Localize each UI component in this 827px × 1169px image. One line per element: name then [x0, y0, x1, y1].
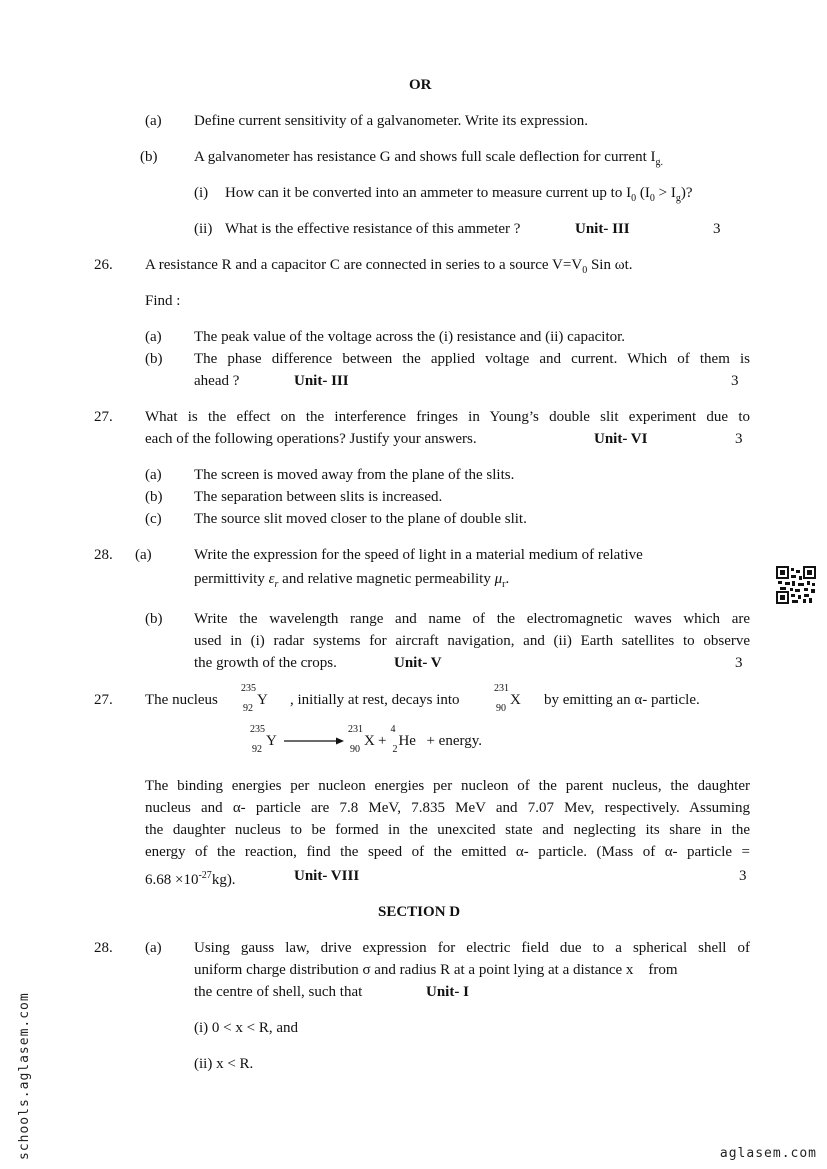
q27b-para-line2: nucleus and α- particle are 7.8 MeV, 7.835 MeV and 7.07 Mev, respectively. Assuming: [145, 800, 750, 816]
decay-equation: [250, 724, 482, 758]
q28-a-line2: permittivity $\varepsilon_r$ and relative magnetic permeability $\mu_r$.: [194, 571, 510, 590]
q27b-para-line4: energy of the reaction, find the speed of the emitted α- particle. (Mass of α- particle =: [145, 844, 750, 860]
q28-a-line1: Write the expression for the speed of light in a material medium of relative: [194, 547, 643, 563]
q25-unit: Unit- III: [575, 221, 630, 237]
q28b-unit: Unit- I: [426, 984, 469, 1000]
q28b-number: 28.: [94, 940, 113, 956]
q27-number: 27.: [94, 409, 113, 425]
q26-marks: 3: [731, 373, 739, 389]
q28-b-line1: Write the wavelength range and name of the electromagnetic waves which are: [194, 611, 750, 627]
q27b-para-line5: $6.68 \times 10^{-27}kg$).: [145, 870, 236, 888]
q25-i-label: (i): [194, 185, 209, 201]
eq-nuclide-y: 235 92 Y: [250, 724, 277, 755]
q28-b-line2: used in (i) radar systems for aircraft navigation, and (ii) Earth satellites to observe: [194, 633, 750, 649]
reaction-arrow-icon: [284, 736, 344, 746]
q28b-i: (i) 0 < x < R, and: [194, 1020, 298, 1036]
q28b-ii: (ii) x < R.: [194, 1056, 254, 1072]
q26-a-label: (a): [145, 329, 162, 345]
q27-c-text: The source slit moved closer to the plane of double slit.: [194, 511, 527, 527]
eq-nuclide-he: 4 2 He: [390, 724, 416, 755]
eq-energy: + energy.: [426, 733, 482, 749]
q28b-a-label: (a): [145, 940, 162, 956]
q27b-marks: 3: [739, 868, 747, 884]
or-heading: OR: [409, 77, 432, 93]
q26-b-line1: The phase difference between the applied voltage and current. Which of them is: [194, 351, 750, 367]
q28b-line1: Using gauss law, drive expression for electric field due to a spherical shell of: [194, 940, 750, 956]
q25-ii-label: (ii): [194, 221, 213, 237]
q27-b-text: The separation between slits is increased.: [194, 489, 443, 505]
nuclide-x: 231 90 X: [494, 683, 521, 714]
q27-c-label: (c): [145, 511, 162, 527]
q27-a-label: (a): [145, 467, 162, 483]
q28-number: 28.: [94, 547, 113, 563]
q27-marks: 3: [735, 431, 743, 447]
q28b-line2: uniform charge distribution σ and radius R at a point lying at a distance x from: [194, 962, 678, 978]
q26-b-label: (b): [145, 351, 163, 367]
q25-b-label: (b): [140, 149, 158, 165]
q25-a-label: (a): [145, 113, 162, 129]
q27-line2: each of the following operations? Justify your answers.: [145, 431, 477, 447]
q25-ii-text: What is the effective resistance of this ammeter ?: [225, 221, 521, 237]
q26-a-text: The peak value of the voltage across the (i) resistance and (ii) capacitor.: [194, 329, 626, 345]
q25-marks: 3: [713, 221, 721, 237]
eq-plus: +: [378, 733, 387, 749]
q27-line1: What is the effect on the interference fringes in Young’s double slit experiment due to: [145, 409, 750, 425]
q27-b-label: (b): [145, 489, 163, 505]
q25-a-text: Define current sensitivity of a galvanometer. Write its expression.: [194, 113, 589, 129]
qr-code-icon: [776, 566, 816, 604]
q26-find: Find :: [145, 293, 181, 309]
eq-nuclide-x: 231 90 X: [348, 724, 375, 755]
section-d-heading: SECTION D: [378, 904, 461, 920]
q25-b-text: A galvanometer has resistance G and shows full scale deflection for current $I_{g.}$: [194, 149, 663, 168]
q28-b-line3: the growth of the crops.: [194, 655, 337, 671]
q27b-number: 27.: [94, 692, 113, 708]
q26-b-line2: ahead ?: [194, 373, 240, 389]
q28-unit: Unit- V: [394, 655, 442, 671]
q27b-text3: by emitting an α- particle.: [544, 692, 700, 708]
q27-unit: Unit- VI: [594, 431, 648, 447]
q28-b-label: (b): [145, 611, 163, 627]
q27b-para-line3: the daughter nucleus to be formed in the unexcited state and neglecting its share in the: [145, 822, 750, 838]
q25-i-text: How can it be converted into an ammeter to measure current up to $I_0$ $(I_0 > I_g)$?: [225, 185, 693, 204]
q27b-unit: Unit- VIII: [294, 868, 360, 884]
q28b-line3: the centre of shell, such that: [194, 984, 363, 1000]
q27b-para-line1: The binding energies per nucleon energies per nucleon of the parent nucleus, the daughter: [145, 778, 750, 794]
q26-number: 26.: [94, 257, 113, 273]
q27-a-text: The screen is moved away from the plane of the slits.: [194, 467, 515, 483]
side-watermark: schools.aglasem.com: [17, 992, 32, 1160]
nuclide-y: 235 92 Y: [241, 683, 268, 714]
q26-unit: Unit- III: [294, 373, 349, 389]
q27b-text1: The nucleus: [145, 692, 218, 708]
footer-watermark: aglasem.com: [719, 1146, 817, 1161]
q27b-text2: , initially at rest, decays into: [290, 692, 460, 708]
q28-marks: 3: [735, 655, 743, 671]
q26-text: A resistance R and a capacitor C are connected in series to a source $V=V_0$ Sin ωt.: [145, 257, 633, 276]
q28-a-label: (a): [135, 547, 152, 563]
